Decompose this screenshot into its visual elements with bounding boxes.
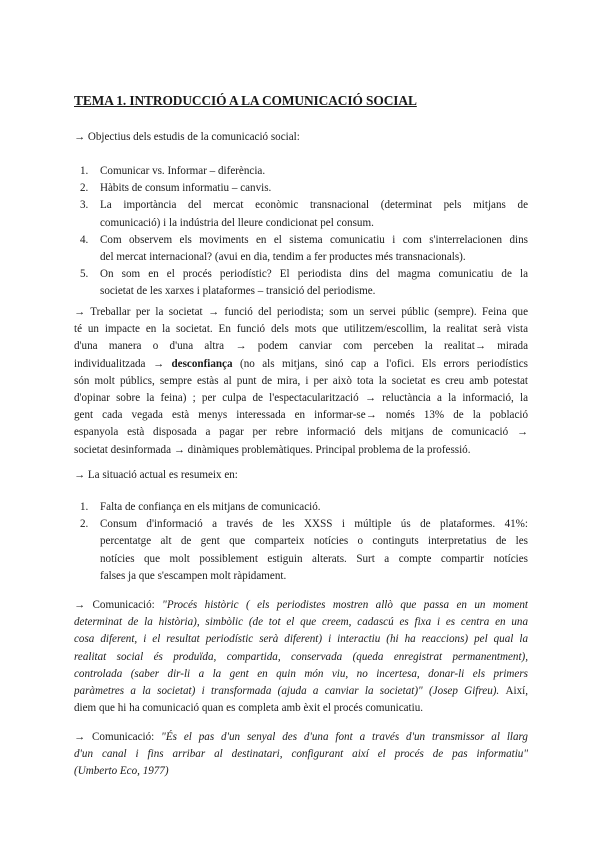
paragraph-line: societat desinformada → dinàmiques problemàtiques. Principal problema de la professió. <box>74 443 471 456</box>
list-item <box>74 499 528 516</box>
paragraph-line <box>74 356 528 373</box>
quote-text: Així, <box>505 684 528 697</box>
paragraph-line: d'opinar sobre la feina) ; per culpa de l'espectacularització → reluctància a la informació, la <box>74 391 528 404</box>
quote-line: (Umberto Eco, 1977) <box>74 765 169 778</box>
quote-line: d'un canal i fins arribar al destinatari, configurant així el procés de pas informatiu" <box>74 748 528 761</box>
situation-heading <box>74 467 528 484</box>
quote-author: (Josep Gifreu). <box>422 684 506 697</box>
page-title: TEMA 1. INTRODUCCIÓ A LA COMUNICACIÓ SOCIAL <box>74 93 417 108</box>
quote-line <box>74 597 528 614</box>
list-item-text: societat de les xarxes i plataformes – transició del periodisme. <box>100 285 376 298</box>
list-item-text: Consum d'informació a través de les XXSS i múltiple ús de plataformes. 41%: <box>100 518 528 531</box>
list-item-text: notícies que molt possiblement estiguin alterats. Surt a compte compartir notícies <box>100 552 528 565</box>
list-item <box>74 266 528 300</box>
paragraph-line: d'una manera o d'una altra → podem canviar com perceben la realitat→ mirada <box>74 340 528 353</box>
situation-heading-text: → La situació actual es resumeix en: <box>74 469 238 481</box>
list-number: 2. <box>80 518 89 531</box>
paragraph-line: són molt públics, sempre estàs al punt de mira, i per això tota la societat es creu amb potestat <box>74 374 528 387</box>
quote-lead: → Comunicació: <box>74 599 163 611</box>
quote-lead: → Comunicació: <box>74 731 162 743</box>
quote-gifreu <box>74 597 528 717</box>
list-item-text: Hàbits de consum informatiu – canvis. <box>100 182 272 195</box>
list-item-text: On som en el procés periodístic? El periodista dins del magma comunicatiu de la <box>100 268 528 281</box>
quote-line: diem que hi ha comunicació quan es completa amb èxit el procés comunicatiu. <box>74 702 424 715</box>
objectives-list <box>74 163 528 301</box>
quote-text: "Procés històric ( els periodistes mostren allò que passa en un moment <box>162 599 528 611</box>
quote-line: realitat social és produïda, compartida, conservada (queda enregistrat permanentment), <box>74 650 528 663</box>
quote-line: cosa diferent, i el resultat periodístic serà diferent) i interactiu (hi ha reaccions) pel qual la <box>74 633 528 646</box>
list-number: 5. <box>80 268 89 281</box>
objectives-heading-text: → Objectius dels estudis de la comunicació social: <box>74 131 300 143</box>
paragraph-text: individualitzada → <box>74 357 172 370</box>
list-item-text: del mercat internacional? (avui en dia, tendim a fer productes més transnacionals). <box>100 250 466 263</box>
paragraph-line: té un impacte en la societat. En funció dels mots que utilitzem/escollim, la realitat serà vista <box>74 323 528 336</box>
quote-text: paràmetres a la societat) i transformada (ajuda a canviar la societat)" <box>74 684 423 697</box>
list-item-text: La importància del mercat econòmic transnacional (determinat pels mitjans de <box>100 199 528 212</box>
list-item <box>74 180 528 197</box>
list-number: 4. <box>80 233 89 246</box>
quote-line <box>74 683 528 700</box>
list-item <box>74 197 528 231</box>
paragraph-line: gent cada vegada està menys interessada en informar-se→ només 13% de la població <box>74 409 528 422</box>
list-item-text: percentatge alt de gent que comparteix notícies o continguts interpretatius de les <box>100 535 528 548</box>
quote-line <box>74 729 528 746</box>
list-item-text: comunicació) i la indústria del lleure condicionat pel consum. <box>100 216 374 229</box>
list-number: 1. <box>80 165 89 177</box>
list-number: 1. <box>80 501 89 513</box>
quote-text: "És el pas d'un senyal des d'una font a través d'un transmissor al llarg <box>161 731 528 743</box>
paragraph-work <box>74 304 528 459</box>
objectives-heading <box>74 129 528 146</box>
quote-line: controlada (saber dir-li a la gent en quin món viu, no incertesa, donar-li els primers <box>74 667 528 680</box>
paragraph-text: (no als mitjans, sinó cap a l'ofici. Els errors periodístics <box>232 357 528 370</box>
list-item <box>74 163 528 180</box>
emphasis-text: desconfiança <box>171 357 233 370</box>
list-item-text: falses ja que s'escampen molt ràpidament. <box>100 569 287 582</box>
list-item-text: Comunicar vs. Informar – diferència. <box>100 165 266 177</box>
list-number: 3. <box>80 199 89 212</box>
list-item <box>74 516 528 585</box>
quote-line: determinat de la història), simbòlic (de tot el que creem, cadascú es fixa i es centra en una <box>74 616 528 629</box>
paragraph-line: espanyola està disposada a pagar per rebre informació dels mitjans de comunicació → <box>74 426 528 439</box>
quote-eco <box>74 729 528 781</box>
list-number: 2. <box>80 182 89 195</box>
list-item <box>74 232 528 266</box>
list-item-text: Com observem els moviments en el sistema comunicatiu i com s'interrelacionen dins <box>100 233 528 246</box>
list-item-text: Falta de confiança en els mitjans de comunicació. <box>100 501 321 513</box>
situation-list <box>74 499 528 585</box>
paragraph-line: → Treballar per la societat → funció del periodista; som un servei públic (sempre). Feina que <box>74 306 528 318</box>
